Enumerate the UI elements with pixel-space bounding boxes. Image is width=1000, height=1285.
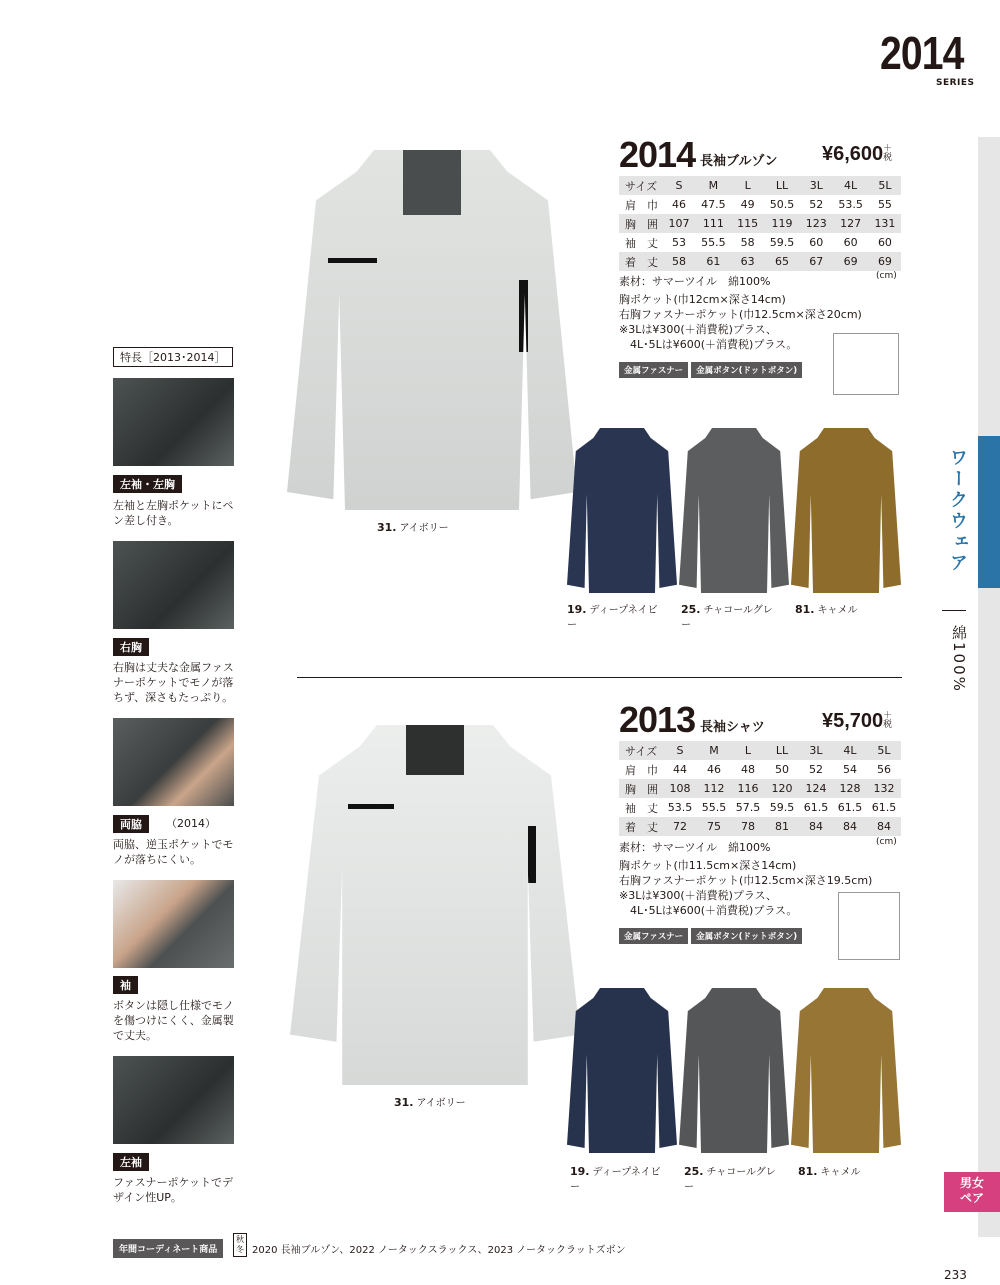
size-table-cell: 55.5 — [701, 236, 726, 249]
pair-badge — [944, 1172, 1000, 1212]
size-table-cell: M — [708, 179, 719, 192]
size-table-cell: 46 — [672, 198, 687, 211]
color-caption — [684, 1163, 784, 1193]
feature-image-sleeve — [113, 880, 234, 968]
price-value: ¥6,600 — [822, 143, 884, 165]
size-table-cell: 67 — [809, 255, 824, 268]
size-table-cell: サイズ — [625, 179, 658, 193]
color-caption — [570, 1163, 670, 1193]
size-table-cell: 49 — [740, 198, 755, 211]
size-table-row — [619, 195, 901, 214]
color-name: キャメル — [820, 1167, 861, 1178]
size-table-2013 — [619, 741, 901, 836]
size-table-cell: 131 — [874, 217, 896, 230]
size-table-cell: 72 — [673, 820, 687, 833]
size-table-cell: 116 — [737, 782, 759, 795]
tax-mark: ＋ 税 — [883, 144, 893, 163]
pair-label-2: ペア — [959, 1191, 984, 1205]
feature-tag: 左袖・左胸 — [113, 475, 182, 493]
size-table-cell: 59.5 — [769, 801, 795, 814]
color-variant-image — [791, 988, 901, 1153]
size-table-cell: L — [744, 179, 751, 192]
color-name: アイボリー — [416, 1098, 466, 1109]
size-table-cell: 50.5 — [769, 198, 795, 211]
category-label: ワークウェア — [947, 448, 968, 574]
main-product-image-2014 — [287, 150, 577, 510]
size-table-cell: サイズ — [625, 744, 658, 758]
size-table-cell: 肩 巾 — [625, 198, 658, 212]
feature-subnote: （2014） — [166, 817, 216, 830]
color-name: ディープネイビー — [570, 1167, 661, 1193]
main-color-caption — [394, 1094, 466, 1109]
color-captions-2013 — [570, 1163, 915, 1193]
side-tab-bar — [978, 137, 1000, 1237]
size-table-cell: 53.5 — [838, 198, 863, 211]
size-table-cell: 132 — [873, 782, 895, 795]
features-title: 特長［2013･2014］ — [113, 347, 233, 367]
size-table-row — [619, 252, 901, 271]
color-variants-2013 — [567, 988, 912, 1153]
size-table-row — [619, 779, 901, 798]
series-number: 2014 — [880, 27, 964, 79]
size-table-cell: 52 — [809, 763, 823, 776]
model-number: 2013 — [619, 699, 696, 740]
series-label: SERIES — [936, 78, 975, 88]
feature-tag: 両脇 — [113, 815, 149, 833]
size-table-cell: 63 — [740, 255, 755, 268]
footer-season: 秋冬 — [233, 1233, 247, 1257]
size-table-cell: 84 — [843, 820, 857, 833]
size-table-row — [619, 741, 901, 760]
size-table-cell: 75 — [707, 820, 721, 833]
size-table-cell: 124 — [805, 782, 827, 795]
size-table-cell: 119 — [771, 217, 793, 230]
feature-badge: 金属ボタン(ドットボタン) — [691, 362, 802, 378]
product-name: 長袖ブルゾン — [700, 154, 778, 169]
badges-2013 — [619, 924, 805, 944]
material-text: 素材：サマーツイル 綿100% — [619, 841, 771, 854]
color-code: 81. — [798, 1165, 818, 1178]
size-table-cell: 52 — [809, 198, 824, 211]
size-table-cell: 78 — [741, 820, 755, 833]
product-name: 長袖シャツ — [700, 720, 765, 735]
note-line: ※3Lは¥300(＋消費税)プラス、 — [619, 889, 777, 902]
footer-label: 年間コーディネート商品 — [113, 1239, 223, 1258]
line-sketch-2014 — [833, 333, 899, 395]
size-table-cell: 56 — [877, 763, 891, 776]
size-table-cell: 55 — [877, 198, 892, 211]
side-tab-active — [978, 436, 1000, 588]
note-line: 4L･5Lは¥600(＋消費税)プラス。 — [619, 338, 798, 351]
size-table-cell: 84 — [877, 820, 891, 833]
size-table-cell: 69 — [877, 255, 892, 268]
material-text: 素材：サマーツイル 綿100% — [619, 275, 771, 288]
size-table-cell: 58 — [672, 255, 687, 268]
feature-text: 右胸は丈夫な金属ファスナーポケットでモノが落ちず、深さもたっぷり。 — [113, 661, 234, 704]
feature-tag: 右胸 — [113, 638, 149, 656]
color-code: 25. — [684, 1165, 704, 1178]
size-table-cell: 120 — [771, 782, 793, 795]
size-table-cell: 60 — [809, 236, 824, 249]
size-table-cell: 61.5 — [837, 801, 863, 814]
size-table-row — [619, 798, 901, 817]
size-table-cell: L — [744, 744, 752, 757]
color-name: チャコールグレー — [681, 605, 773, 631]
material-label: 綿100% — [950, 625, 968, 693]
note-line: 胸ポケット(巾11.5cm×深さ14cm) — [619, 859, 797, 872]
size-table-cell: 54 — [843, 763, 857, 776]
size-table-cell: S — [675, 179, 683, 192]
size-table-2014 — [619, 176, 901, 271]
size-table-cell: 69 — [843, 255, 858, 268]
size-table-cell: 胸 囲 — [625, 782, 658, 796]
feature-image-left-sleeve-chest — [113, 378, 234, 466]
side-divider — [942, 610, 966, 611]
section-divider — [297, 677, 902, 678]
color-code: 19. — [567, 603, 587, 616]
main-product-image-2013 — [290, 725, 580, 1085]
size-table-cell: 61.5 — [803, 801, 829, 814]
size-table-cell: 111 — [702, 217, 724, 230]
size-table-cell: 61.5 — [871, 801, 897, 814]
feature-tag: 左袖 — [113, 1153, 149, 1171]
size-table-cell: LL — [775, 179, 789, 192]
size-table-cell: LL — [775, 744, 789, 757]
size-table-cell: 60 — [877, 236, 892, 249]
size-table-cell: 60 — [843, 236, 858, 249]
feature-text: 左袖と左胸ポケットにペン差し付き。 — [113, 499, 234, 527]
price — [822, 710, 892, 733]
main-color-caption — [377, 519, 449, 534]
size-table-cell: 胸 囲 — [625, 217, 658, 231]
size-table-cell: 着 丈 — [625, 820, 658, 834]
page-number: 233 — [944, 1268, 967, 1282]
color-variants-2014 — [567, 428, 912, 593]
color-variant-image — [679, 428, 789, 593]
feature-badge: 金属ボタン(ドットボタン) — [691, 928, 802, 944]
note-line: 右胸ファスナーポケット(巾12.5cm×深さ20cm) — [619, 308, 862, 321]
feature-badge: 金属ファスナー — [619, 928, 688, 944]
size-table-cell: 55.5 — [701, 801, 727, 814]
color-variant-image — [791, 428, 901, 593]
pair-label-1: 男女 — [959, 1176, 984, 1190]
size-table-cell: 5L — [877, 744, 891, 757]
size-table-cell: 127 — [840, 217, 862, 230]
color-variant-image — [679, 988, 789, 1153]
notes-2013 — [619, 858, 872, 918]
price-value: ¥5,700 — [822, 710, 884, 732]
color-name: アイボリー — [399, 523, 449, 534]
size-table-cell: 袖 丈 — [625, 236, 658, 250]
note-line: 4L･5Lは¥600(＋消費税)プラス。 — [619, 904, 798, 917]
color-caption — [798, 1163, 898, 1193]
size-table-cell: 50 — [775, 763, 789, 776]
feature-image-left-sleeve — [113, 1056, 234, 1144]
note-line: 右胸ファスナーポケット(巾12.5cm×深さ19.5cm) — [619, 874, 873, 887]
feature-tag: 袖 — [113, 976, 138, 994]
color-caption — [681, 601, 781, 631]
size-table-row — [619, 233, 901, 252]
size-table-cell: 108 — [669, 782, 691, 795]
feature-badge: 金属ファスナー — [619, 362, 688, 378]
color-caption — [567, 601, 667, 631]
color-code: 31. — [377, 521, 397, 534]
color-caption — [795, 601, 895, 631]
size-table-cell: 112 — [703, 782, 725, 795]
feature-image-sides — [113, 718, 234, 806]
line-sketch-2013 — [838, 892, 900, 960]
size-table-row — [619, 817, 901, 836]
size-table-cell: 53 — [672, 236, 687, 249]
color-name: ディープネイビー — [567, 605, 658, 631]
size-table-cell: 46 — [707, 763, 721, 776]
size-table-cell: 48 — [741, 763, 755, 776]
color-name: キャメル — [817, 605, 858, 616]
price — [822, 143, 892, 166]
feature-image-right-chest — [113, 541, 234, 629]
size-table-cell: 53.5 — [667, 801, 693, 814]
tax-mark: ＋ 税 — [883, 711, 893, 730]
color-name: チャコールグレー — [684, 1167, 776, 1193]
size-table-cell: 47.5 — [701, 198, 726, 211]
size-table-cell: 65 — [774, 255, 789, 268]
size-table-cell: 着 丈 — [625, 255, 658, 269]
size-table-cell: 5L — [878, 179, 892, 192]
size-table-cell: S — [676, 744, 684, 757]
size-table-cell: 57.5 — [735, 801, 761, 814]
size-table-cell: 59.5 — [769, 236, 795, 249]
size-table-row — [619, 760, 901, 779]
size-table-cell: M — [709, 744, 719, 757]
notes-2014 — [619, 292, 862, 352]
size-table-cell: 58 — [740, 236, 755, 249]
color-code: 25. — [681, 603, 701, 616]
size-table-cell: 81 — [775, 820, 789, 833]
size-table-cell: 115 — [737, 217, 759, 230]
size-table-cell: 3L — [809, 179, 823, 192]
size-table-cell: 61 — [706, 255, 721, 268]
size-table-cell: 128 — [839, 782, 861, 795]
color-code: 81. — [795, 603, 815, 616]
color-variant-image — [567, 988, 677, 1153]
note-line: ※3Lは¥300(＋消費税)プラス、 — [619, 323, 777, 336]
unit-label: (cm) — [876, 837, 897, 847]
unit-label: (cm) — [876, 271, 897, 281]
size-table-cell: 3L — [809, 744, 823, 757]
size-table-cell: 袖 丈 — [625, 801, 658, 815]
size-table-cell: 4L — [843, 744, 857, 757]
size-table-cell: 84 — [809, 820, 823, 833]
feature-text: 両脇、逆玉ポケットでモノが落ちにくい。 — [113, 838, 234, 866]
color-variant-image — [567, 428, 677, 593]
feature-text: ファスナーポケットでデザイン性UP。 — [113, 1176, 234, 1204]
color-code: 19. — [570, 1165, 590, 1178]
badges-2014 — [619, 358, 805, 378]
footer-coordinate-items: 2020 長袖ブルゾン、2022 ノータックスラックス、2023 ノータックラットズボン — [252, 1245, 626, 1256]
size-table-cell: 123 — [805, 217, 827, 230]
size-table-cell: 44 — [673, 763, 687, 776]
size-table-row — [619, 214, 901, 233]
feature-text: ボタンは隠し仕様でモノを傷つけにくく、金属製で丈夫。 — [113, 999, 234, 1042]
size-table-cell: 肩 巾 — [625, 763, 658, 777]
size-table-cell: 4L — [844, 179, 858, 192]
size-table-cell: 107 — [668, 217, 690, 230]
color-captions-2014 — [567, 601, 912, 631]
note-line: 胸ポケット(巾12cm×深さ14cm) — [619, 293, 786, 306]
color-code: 31. — [394, 1096, 414, 1109]
size-table-row — [619, 176, 901, 195]
model-number: 2014 — [619, 134, 696, 175]
